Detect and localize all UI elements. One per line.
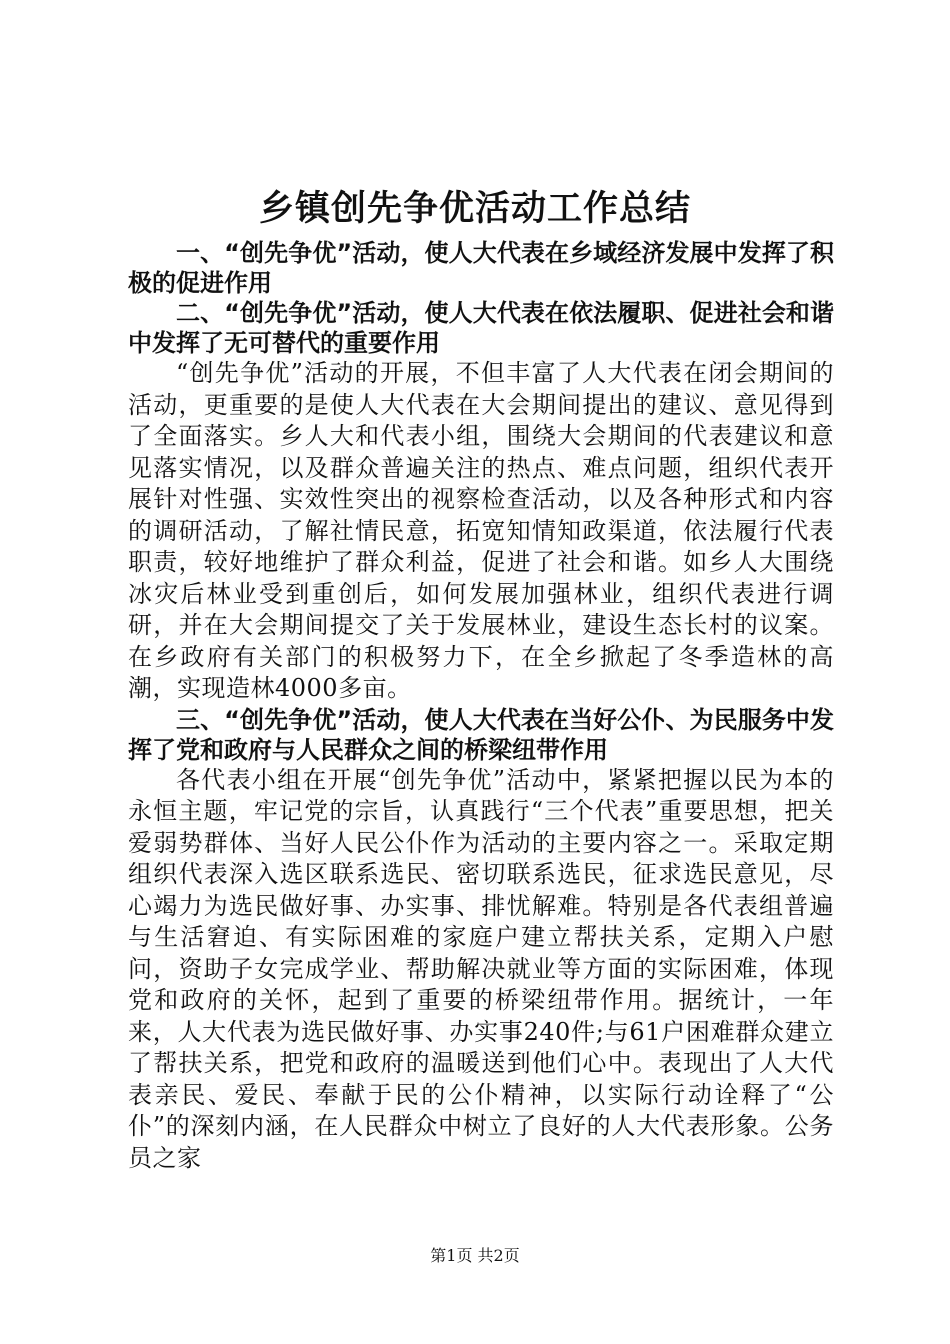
- document-body: [128, 238, 834, 1174]
- page-number-footer: 第1页 共2页: [430, 1246, 520, 1265]
- document-title: 乡镇创先争优活动工作总结: [258, 189, 691, 229]
- body-paragraph-2: 各代表小组在开展“创先争优”活动中，紧紧把握以民为本的永恒主题，牢记党的宗旨，认真践行“三个代表”重要思想，把关爱弱势群体、当好人民公仆作为活动的主要内容之一。采取定期组织代表深入选区联系选民、密切联系选民，征求选民意见，尽心竭力为选民做好事、办实事、排忧解难。特别是各代表组普遍与生活窘迫、有实际困难的家庭户建立帮扶关系，定期入户慰问，资助子女完成学业、帮助解决就业等方面的实际困难，体现党和政府的关怀，起到了重要的桥梁纽带作用。据统计，一年来，人大代表为选民做好事、办实事240件;与61户困难群众建立了帮扶关系，把党和政府的温暖送到他们心中。表现出了人大代表亲民、爱民、奉献于民的公仆精神，以实际行动诠释了“公仆”的深刻内涵，在人民群众中树立了良好的人大代表形象。公务员之家: [128, 765, 834, 1172]
- section-heading-1: 一、“创先争优”活动，使人大代表在乡域经济发展中发挥了积极的促进作用: [128, 239, 834, 297]
- body-paragraph-1: “创先争优”活动的开展，不但丰富了人大代表在闭会期间的活动，更重要的是使人大代表在大会期间提出的建议、意见得到了全面落实。乡人大和代表小组，围绕大会期间的代表建议和意见落实情况，以及群众普遍关注的热点、难点问题，组织代表开展针对性强、实效性突出的视察检查活动，以及各种形式和内容的调研活动，了解社情民意，拓宽知情知政渠道，依法履行代表职责，较好地维护了群众利益，促进了社会和谐。如乡人大围绕冰灾后林业受到重创后，如何发展加强林业，组织代表进行调研，并在大会期间提交了关于发展林业，建设生态长村的议案。在乡政府有关部门的积极努力下，在全乡掀起了冬季造林的高潮，实现造林4000多亩。: [128, 359, 834, 702]
- section-heading-2: 二、“创先争优”活动，使人大代表在依法履职、促进社会和谐中发挥了无可替代的重要作用: [128, 299, 834, 357]
- section-heading-3: 三、“创先争优”活动，使人大代表在当好公仆、为民服务中发挥了党和政府与人民群众之间的桥梁纽带作用: [128, 705, 834, 764]
